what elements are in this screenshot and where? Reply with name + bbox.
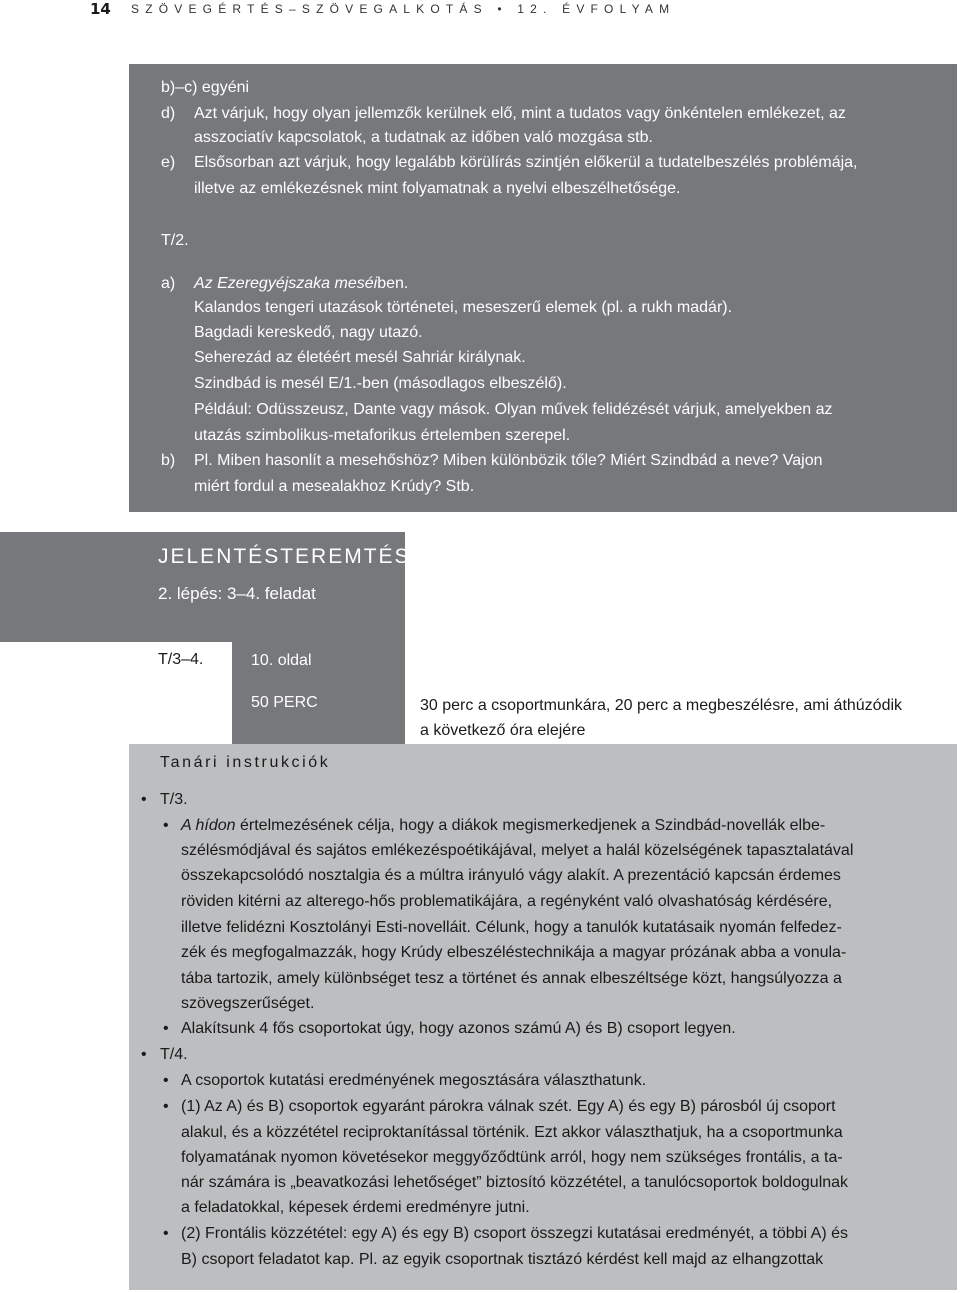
section-step: 2. lépés: 3–4. feladat — [158, 584, 316, 603]
book-title: Az Ezeregyéjszaka meséi — [194, 275, 378, 292]
time-desc-line: 30 perc a csoportmunkára, 20 perc a megbeszélésre, ami áthúzódik — [420, 697, 903, 714]
time-desc-line: a következő óra elejére — [420, 722, 586, 739]
bullet-icon: • — [163, 1020, 169, 1037]
answer-mark: a) — [161, 275, 176, 292]
answer-mark: b) — [161, 452, 176, 469]
bullet-icon: • — [163, 1225, 169, 1242]
t3-label: T/3. — [160, 791, 188, 808]
answer-line: b)–c) egyéni — [161, 79, 250, 96]
time-description — [420, 693, 902, 743]
answers-box — [129, 64, 957, 512]
story-title: A hídon — [181, 817, 236, 834]
answer-mark: e) — [161, 154, 176, 171]
answer-line: illetve az emlékezésnek mint folyamatnak a nyelvi elbeszélhetősége. — [194, 180, 681, 197]
answer-line: utazás szimbolikus-metaforikus értelemben szerepel. — [194, 427, 571, 444]
instructions-heading: Tanári instrukciók — [160, 754, 331, 771]
instruction-line: összekapcsolódó nosztalgia és a múltra irányuló vágy alakít. A prezentáció kapcsán érdemes — [181, 867, 841, 884]
page-reference: 10. oldal — [251, 652, 312, 669]
answer-mark: d) — [161, 105, 176, 122]
instruction-line: zék és megfogalmazzák, hogy Krúdy elbeszéléstechnikája a magyar prózának abba a vonula- — [181, 944, 847, 961]
instruction-line-rest: értelmezésének célja, hogy a diákok megismerkedjenek a Szindbád-novellák elbe- — [235, 817, 826, 834]
section-title: JELENTÉSTEREMTÉS — [158, 545, 411, 568]
bullet-icon: • — [163, 817, 169, 834]
answer-line: Seherezád az életéért mesél Sahriár királynak. — [194, 349, 526, 366]
answer-line: Pl. Miben hasonlít a mesehőshöz? Miben különbözik tőle? Miért Szindbád a neve? Vajon — [194, 452, 823, 469]
instruction-line: A csoportok kutatási eredményének megosztására választhatunk. — [181, 1072, 647, 1089]
answer-line: Azt várjuk, hogy olyan jellemzők kerülnek elő, mint a tudatos vagy önkéntelen emlékezet, az — [194, 105, 846, 122]
instruction-line: a feladatokkal, képesek érdemi eredményre jutni. — [181, 1199, 530, 1216]
page-number: 14 — [90, 0, 111, 18]
task-label: T/3–4. — [158, 651, 204, 668]
instruction-line: szélésmódjával és sajátos emlékezéspoétikájával, melyet a halál közelségének tapasztalatával — [181, 842, 854, 859]
instruction-line: szövegszerűséget. — [181, 995, 315, 1012]
t4-label: T/4. — [160, 1046, 188, 1063]
instruction-line: (1) Az A) és B) csoportok egyaránt párokra válnak szét. Egy A) és egy B) párosból új csoport — [181, 1098, 836, 1115]
instruction-line: folyamatának nyomon követésekor meggyőződtünk arról, hogy nem szükséges frontális, a ta- — [181, 1149, 843, 1166]
instruction-line: nár számára is „beavatkozási lehetőséget” biztosító közzététel, a tanulócsoportok boldogulnak — [181, 1174, 849, 1191]
page-header — [0, 0, 960, 22]
bullet-icon: • — [141, 1046, 147, 1063]
bullet-icon: • — [163, 1098, 169, 1115]
bullet-icon: • — [141, 791, 147, 808]
instruction-line: Alakítsunk 4 fős csoportokat úgy, hogy azonos számú A) és B) csoport legyen. — [181, 1020, 736, 1037]
instruction-line: illetve felidézni Kosztolányi Esti-novelláit. Célunk, hogy a tanulók kutatásaik nyomán felfedez- — [181, 919, 842, 936]
t2-a-line — [194, 274, 408, 294]
answer-line: asszociatív kapcsolatok, a tudatnak az időben való mozgása stb. — [194, 129, 653, 146]
answer-line: Kalandos tengeri utazások történetei, meseszerű elemek (pl. a rukh madár). — [194, 299, 733, 316]
instruction-line — [181, 816, 825, 836]
time-label: 50 PERC — [251, 694, 318, 711]
answer-line: Elsősorban azt várjuk, hogy legalább körülírás szintjén előkerül a tudatelbeszélés problémája, — [194, 154, 858, 171]
instruction-line: alakul, és a közzététel reciproktanítással történik. Ezt akkor választhatjuk, ha a csoportmunka — [181, 1124, 843, 1141]
t2-a-rest: ben. — [377, 275, 409, 292]
bullet-icon: • — [163, 1072, 169, 1089]
answer-line: Például: Odüsszeusz, Dante vagy mások. Olyan művek felidézését várjuk, amelyekben az — [194, 401, 833, 418]
instruction-line: röviden kitérni az alterego-hős problematikájára, a regényként való olvashatóság kérdésére, — [181, 893, 833, 910]
answer-line: Szindbád is mesél E/1.-ben (másodlagos elbeszélő). — [194, 375, 567, 392]
instruction-line: tába tartozik, amely különbséget tesz a történet és annak elbeszéltsége közt, hangsúlyozza a — [181, 970, 842, 987]
answer-line: miért fordul a mesealakhoz Krúdy? Stb. — [194, 478, 475, 495]
instruction-line: (2) Frontális közzététel: egy A) és egy B) csoport összegzi kutatásai eredményét, a többi A) és — [181, 1225, 848, 1242]
instruction-line: B) csoport feladatot kap. Pl. az egyik csoportnak tisztázó kérdést kell majd az elhangzottak — [181, 1251, 824, 1268]
running-head: SZÖVEGÉRTÉS–SZÖVEGALKOTÁS • 12. ÉVFOLYAM — [131, 2, 676, 16]
t2-label: T/2. — [161, 232, 189, 249]
answer-line: Bagdadi kereskedő, nagy utazó. — [194, 324, 423, 341]
